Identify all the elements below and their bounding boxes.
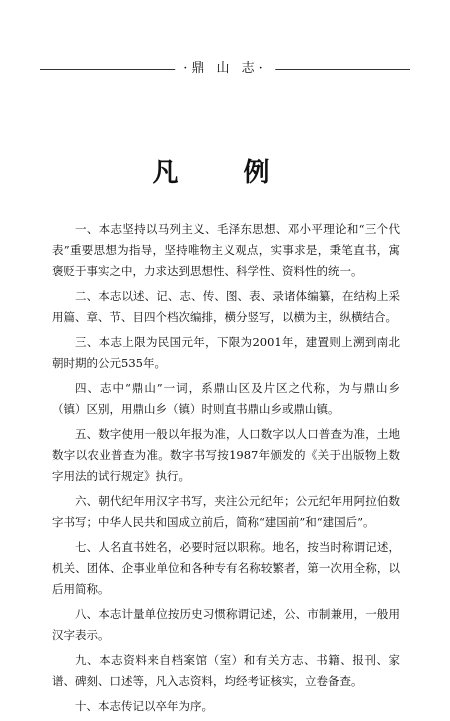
paragraph-4: 四、志中“鼎山”一词，系鼎山区及片区之代称，为与鼎山乡（镇）区别，用鼎山乡（镇）时则直书鼎山乡或鼎山镇。 [52, 381, 400, 416]
running-header [40, 60, 410, 80]
paragraph-9: 九、本志资料来自档案馆（室）和有关方志、书籍、报刊、家谱、碑刻、口述等，凡入志资料，均经考证核实，立卷备查。 [52, 653, 400, 688]
paragraph-10: 十、本志传记以卒年为序。 [75, 699, 213, 713]
paragraph-1: 一、本志坚持以马列主义、毛泽东思想、邓小平理论和“三个代表”重要思想为指导，坚持唯物主义观点，实事求是，秉笔直书，寓褒贬于事实之中，力求达到思想性、科学性、资料性的统一。 [52, 222, 400, 278]
paragraph-5: 五、数字使用一般以年报为准，人口数字以人口普查为准，土地数字以农业普查为准。数字书写按1987年颁发的《关于出版物上数字用法的试行规定》执行。 [52, 427, 400, 483]
body-text [52, 219, 400, 721]
paragraph-3: 三、本志上限为民国元年，下限为2001年，建置则上溯到南北朝时期的公元535年。 [52, 335, 400, 370]
paragraph-6: 六、朝代纪年用汉字书写，夹注公元纪年；公元纪年用阿拉伯数字书写；中华人民共和国成立前后，简称“建国前”和“建国后”。 [52, 494, 400, 529]
header-title: ·鼎 山 志· [175, 60, 275, 78]
paragraph-7: 七、人名直书姓名，必要时冠以职称。地名，按当时称谓记述，机关、团体、企事业单位和各种专有名称较繁者，第一次用全称，以后用简称。 [52, 540, 400, 596]
paragraph-2: 二、本志以述、记、志、传、图、表、录诸体编纂，在结构上采用篇、章、节、目四个档次编排，横分竖写，以横为主，纵横结合。 [52, 289, 400, 324]
paragraph-8: 八、本志计量单位按历史习惯称谓记述，公、市制兼用，一般用汉字表示。 [52, 607, 400, 642]
page-title: 凡 例 [152, 158, 298, 188]
